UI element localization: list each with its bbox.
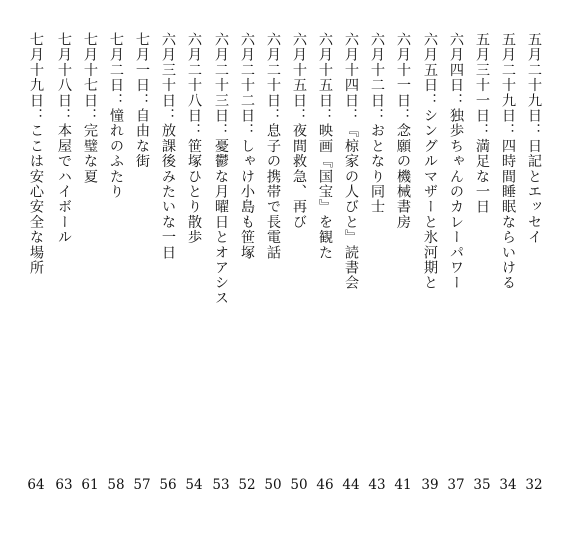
toc-entry-page: 44	[342, 477, 360, 493]
toc-entry-page: 34	[499, 477, 517, 493]
toc-entry-title: 六月二十日：息子の携帯で長電話	[265, 32, 281, 260]
toc-entry-title: 五月二十九日：四時間睡眠ならいける	[500, 32, 516, 291]
toc-entry-page: 54	[185, 477, 203, 493]
toc-entry-title: 六月四日：独歩ちゃんのカレーパワー	[448, 32, 464, 291]
toc-entry-title: 七月十八日：本屋でハイボール	[56, 32, 72, 245]
toc-entry-page: 41	[394, 477, 412, 493]
toc-entry-title: 六月二十三日：憂鬱な月曜日とオアシス	[213, 32, 229, 306]
toc-entry-8[interactable]	[341, 0, 361, 545]
toc-entry-title: 六月五日：シングルマザーと氷河期と	[422, 32, 438, 291]
toc-entry-page: 50	[290, 477, 308, 493]
toc-entry-13[interactable]	[211, 0, 231, 545]
toc-entry-10[interactable]	[289, 0, 309, 545]
toc-entry-page: 64	[27, 477, 45, 493]
toc-entry-15[interactable]	[158, 0, 178, 545]
toc-entry-title: 六月十一日：念願の機械書房	[395, 32, 411, 230]
toc-entry-page: 53	[212, 477, 230, 493]
toc-entry-title: 五月二十九日：日記とエッセイ	[526, 32, 542, 245]
toc-entry-title: 七月十七日：完璧な夏	[82, 32, 98, 184]
toc-entry-page: 63	[55, 477, 73, 493]
toc-entry-17[interactable]	[106, 0, 126, 545]
toc-entry-4[interactable]	[446, 0, 466, 545]
toc-entry-title: 六月二十八日：笹塚ひとり散歩	[186, 32, 202, 245]
toc-entry-page: 39	[421, 477, 439, 493]
toc-entry-title: 六月十四日：『椋家の人びと』読書会	[343, 32, 359, 291]
toc-entry-title: 七月十九日：ここは安心安全な場所	[28, 32, 44, 276]
toc-entry-title: 六月十二日：おとなり同士	[369, 32, 385, 215]
toc-entry-title: 七月二日：憧れのふたり	[108, 32, 124, 200]
toc-entry-1[interactable]	[524, 0, 544, 545]
toc-entry-page: 50	[264, 477, 282, 493]
toc-entry-9[interactable]	[315, 0, 335, 545]
toc-entry-14[interactable]	[184, 0, 204, 545]
toc-entry-6[interactable]	[393, 0, 413, 545]
toc-entry-page: 61	[81, 477, 99, 493]
toc-entry-page: 58	[107, 477, 125, 493]
toc-entry-title: 六月三十日：放課後みたいな一日	[160, 32, 176, 260]
toc-entry-2[interactable]	[498, 0, 518, 545]
toc-entry-5[interactable]	[420, 0, 440, 545]
toc-entry-7[interactable]	[367, 0, 387, 545]
toc-entry-page: 57	[133, 477, 151, 493]
toc-entry-16[interactable]	[132, 0, 152, 545]
toc-entry-title: 七月一日：自由な街	[134, 32, 150, 169]
toc-entry-11[interactable]	[263, 0, 283, 545]
toc-entry-page: 32	[525, 477, 543, 493]
toc-entry-3[interactable]	[472, 0, 492, 545]
toc-entry-title: 六月二十二日：しゃけ小島も笹塚	[239, 32, 255, 260]
toc-entry-12[interactable]	[237, 0, 257, 545]
toc-entry-page: 52	[238, 477, 256, 493]
toc-entry-page: 35	[473, 477, 491, 493]
toc-entry-title: 六月十五日：映画『国宝』を観た	[317, 32, 333, 260]
toc-entry-page: 43	[368, 477, 386, 493]
toc-entry-title: 六月十五日：夜間救急、再び	[291, 32, 307, 230]
toc-entry-page: 56	[159, 477, 177, 493]
toc-entry-19[interactable]	[54, 0, 74, 545]
toc-entry-20[interactable]	[26, 0, 46, 545]
toc-entry-page: 37	[447, 477, 465, 493]
toc-entry-page: 46	[316, 477, 334, 493]
toc-entry-18[interactable]	[80, 0, 100, 545]
toc-entry-title: 五月三十一日：満足な一日	[474, 32, 490, 215]
